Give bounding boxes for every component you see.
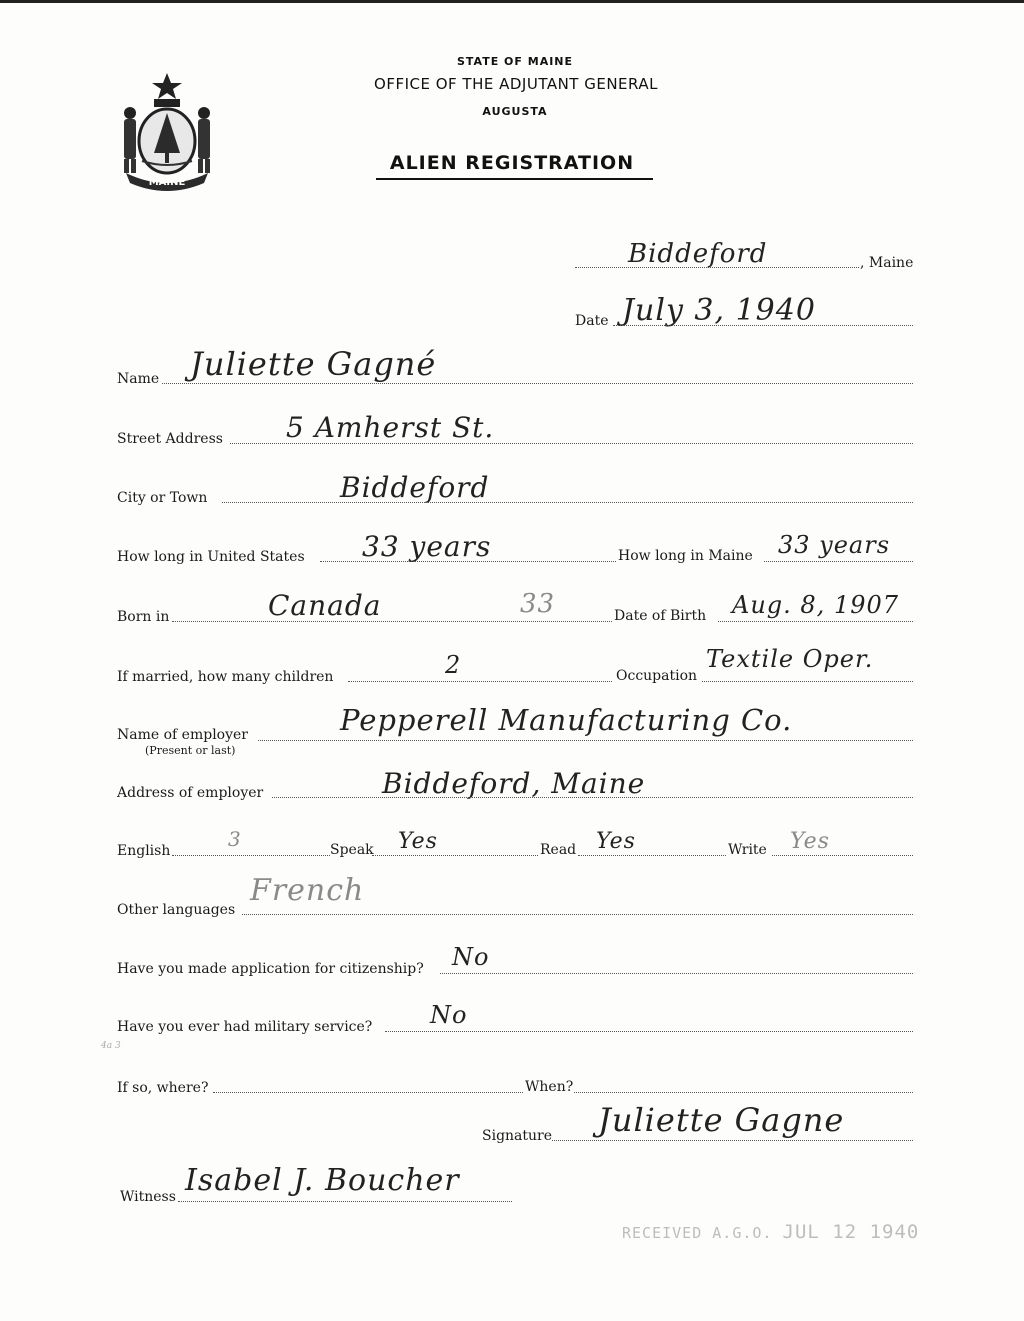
employer-address-label: Address of employer — [117, 785, 264, 801]
when-line — [574, 1092, 913, 1093]
read-line — [578, 855, 726, 856]
date-of-birth-line — [718, 621, 913, 622]
other-languages-label: Other languages — [117, 902, 236, 918]
write-line — [772, 855, 913, 856]
street-address-line — [230, 443, 913, 444]
date-value: July 3, 1940 — [622, 293, 816, 328]
how-long-maine-line — [764, 561, 913, 562]
read-value: Yes — [596, 829, 636, 854]
speak-label: Speak — [330, 842, 374, 858]
read-label: Read — [540, 842, 577, 858]
svg-text:MAINE: MAINE — [148, 177, 186, 188]
children-line — [348, 681, 612, 682]
street-address-label: Street Address — [117, 431, 223, 447]
date-line — [613, 325, 913, 326]
employer-name-label: Name of employer — [117, 727, 248, 743]
received-stamp-date: JUL 12 1940 — [782, 1221, 920, 1243]
name-value: Juliette Gagné — [190, 345, 437, 383]
date-label: Date — [575, 313, 609, 329]
children-label: If married, how many children — [117, 669, 334, 685]
where-label: If so, where? — [117, 1080, 209, 1096]
employer-note: (Present or last) — [145, 744, 236, 757]
date-of-birth-label: Date of Birth — [614, 608, 707, 624]
how-long-us-value: 33 years — [362, 530, 492, 563]
occupation-line — [702, 681, 913, 682]
born-in-line — [172, 621, 612, 622]
citizenship-line — [440, 973, 913, 974]
military-label: Have you ever had military service? — [117, 1019, 373, 1035]
employer-address-value: Biddeford, Maine — [382, 767, 646, 800]
other-languages-value: French — [250, 873, 365, 908]
maine-label: , Maine — [860, 255, 914, 271]
title-underline — [376, 178, 653, 180]
born-note: 33 — [520, 589, 556, 619]
office-heading: OFFICE OF THE ADJUTANT GENERAL — [374, 75, 658, 93]
occupation-label: Occupation — [616, 668, 698, 684]
state-heading: STATE OF MAINE — [456, 55, 574, 68]
signature-value: Juliette Gagne — [598, 1101, 845, 1139]
signature-label: Signature — [482, 1128, 553, 1144]
speak-line — [372, 855, 538, 856]
born-in-value: Canada — [268, 589, 382, 622]
witness-line — [178, 1201, 512, 1202]
children-value: 2 — [445, 651, 462, 679]
name-line — [162, 383, 913, 384]
where-line — [213, 1092, 523, 1093]
margin-mark: 4a 3 — [101, 1041, 121, 1051]
when-label: When? — [525, 1079, 574, 1095]
write-label: Write — [728, 842, 767, 858]
born-in-label: Born in — [117, 609, 170, 625]
signature-line — [552, 1140, 913, 1141]
received-stamp-text: RECEIVED A.G.O. — [622, 1224, 773, 1242]
name-label: Name — [117, 371, 160, 387]
occupation-value: Textile Oper. — [706, 645, 874, 673]
military-value: No — [430, 1001, 468, 1029]
citizenship-value: No — [452, 943, 490, 971]
witness-value: Isabel J. Boucher — [185, 1163, 460, 1198]
place-line — [575, 267, 859, 268]
received-stamp — [622, 1221, 919, 1243]
write-value: Yes — [790, 829, 830, 854]
employer-address-line — [272, 797, 913, 798]
other-languages-line — [242, 914, 913, 915]
english-label: English — [117, 843, 171, 859]
witness-label: Witness — [120, 1189, 176, 1205]
city-value: Biddeford — [340, 471, 490, 504]
citizenship-label: Have you made application for citizenship? — [117, 961, 424, 977]
english-value: 3 — [228, 827, 242, 851]
city-label: City or Town — [117, 490, 208, 506]
city-heading: AUGUSTA — [482, 105, 548, 118]
form-title: ALIEN REGISTRATION — [389, 152, 635, 174]
how-long-us-line — [320, 561, 616, 562]
speak-value: Yes — [398, 829, 438, 854]
employer-name-line — [258, 740, 913, 741]
date-of-birth-value: Aug. 8, 1907 — [732, 591, 900, 619]
place-value: Biddeford — [628, 239, 768, 269]
city-line — [222, 502, 913, 503]
how-long-maine-value: 33 years — [778, 531, 891, 559]
how-long-us-label: How long in United States — [117, 549, 305, 565]
employer-name-value: Pepperell Manufacturing Co. — [340, 703, 793, 737]
street-address-value: 5 Amherst St. — [286, 411, 495, 444]
english-line — [172, 855, 330, 856]
military-line — [385, 1031, 913, 1032]
how-long-maine-label: How long in Maine — [618, 548, 753, 564]
